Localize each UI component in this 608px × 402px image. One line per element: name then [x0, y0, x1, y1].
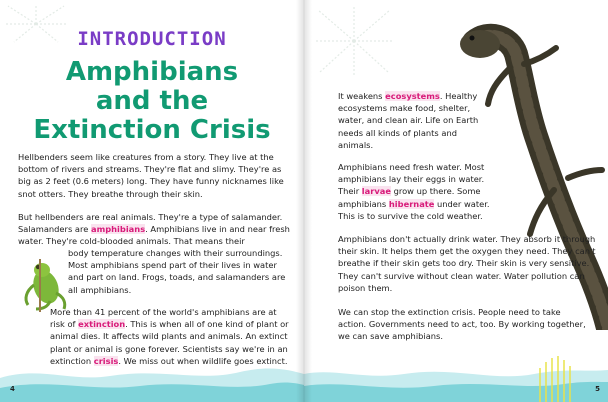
glossary-term-hibernate[interactable]: hibernate — [388, 198, 435, 209]
frog-illustration — [20, 257, 70, 312]
paragraph-ecosystems — [338, 90, 486, 151]
glossary-term-ecosystems[interactable]: ecosystems — [385, 91, 440, 101]
glossary-term-amphibians[interactable]: amphibians — [90, 224, 146, 235]
sunburst-decoration — [314, 6, 394, 76]
yellow-lines-decoration — [532, 352, 582, 402]
text: . This is when all of one kind of plant or animal dies. It affects wild plants and animals. An extinct plant or animal is gone forever. Scientists say we're in an extinction — [50, 319, 289, 366]
text: Amphibians need fresh water. Most amphibians lay their eggs in water. Their — [338, 162, 485, 197]
text: grow up there. Some amphibians — [338, 186, 481, 209]
text: More than 41 percent of the world's amphibians are at risk of — [50, 307, 277, 330]
text: . We miss out when wildlife goes extinct. — [118, 355, 288, 366]
page-number-left: 4 — [10, 385, 15, 393]
chapter-kicker: INTRODUCTION — [77, 28, 227, 50]
title-line-2: and the — [95, 86, 209, 116]
book-gutter — [296, 0, 312, 402]
glossary-term-crisis[interactable]: crisis — [93, 355, 119, 366]
glossary-term-extinction[interactable]: extinction — [78, 319, 126, 330]
paragraph-fresh-water — [338, 161, 506, 222]
paragraph-take-action: We can stop the extinction crisis. People need to take action. Governments need to act, too. By working together, we can save amphibians. — [338, 307, 586, 342]
paragraph-skin: Amphibians don't actually drink water. They absorb it through their skin. It helps them get the oxygen they need. They can't breathe if their skin gets too dry. Their skin is very sensitive. They can't survive without clean water. Water pollution can poison them. — [338, 234, 596, 293]
title-line-1: Amphibians — [65, 57, 239, 87]
page-title — [0, 58, 304, 145]
paragraph-salamanders — [18, 211, 290, 248]
page-number-right: 5 — [595, 385, 600, 393]
paragraph-hellbenders: Hellbenders seem like creatures from a story. They live at the bottom of rivers and streams. They're flat and slimy. They're as big as 2 feet (0.6 meters) long. They have funny nicknames like snot otters. They breathe through their skin. — [18, 152, 284, 199]
glossary-term-larvae[interactable]: larvae — [361, 186, 391, 197]
title-line-3: Extinction Crisis — [33, 115, 271, 145]
text: It weakens — [338, 91, 386, 101]
paragraph-salamanders-continued: body temperature changes with their surroundings. Most amphibians spend part of their lives in water and part on land. Frogs, toads, and salamanders are all amphibians. — [68, 248, 286, 295]
paragraph-extinction — [50, 306, 290, 367]
text: But hellbenders are real animals. They're a type of salamander. Salamanders are — [18, 212, 283, 235]
text: under water. This is to survive the cold weather. — [338, 198, 490, 221]
right-page — [304, 0, 608, 402]
text: . Amphibians live in and near fresh water. They're cold-blooded animals. That means their — [18, 224, 290, 247]
text: . Healthy ecosystems make food, shelter, water, and clean air. Life on Earth needs all kinds of plants and animals. — [338, 91, 479, 150]
